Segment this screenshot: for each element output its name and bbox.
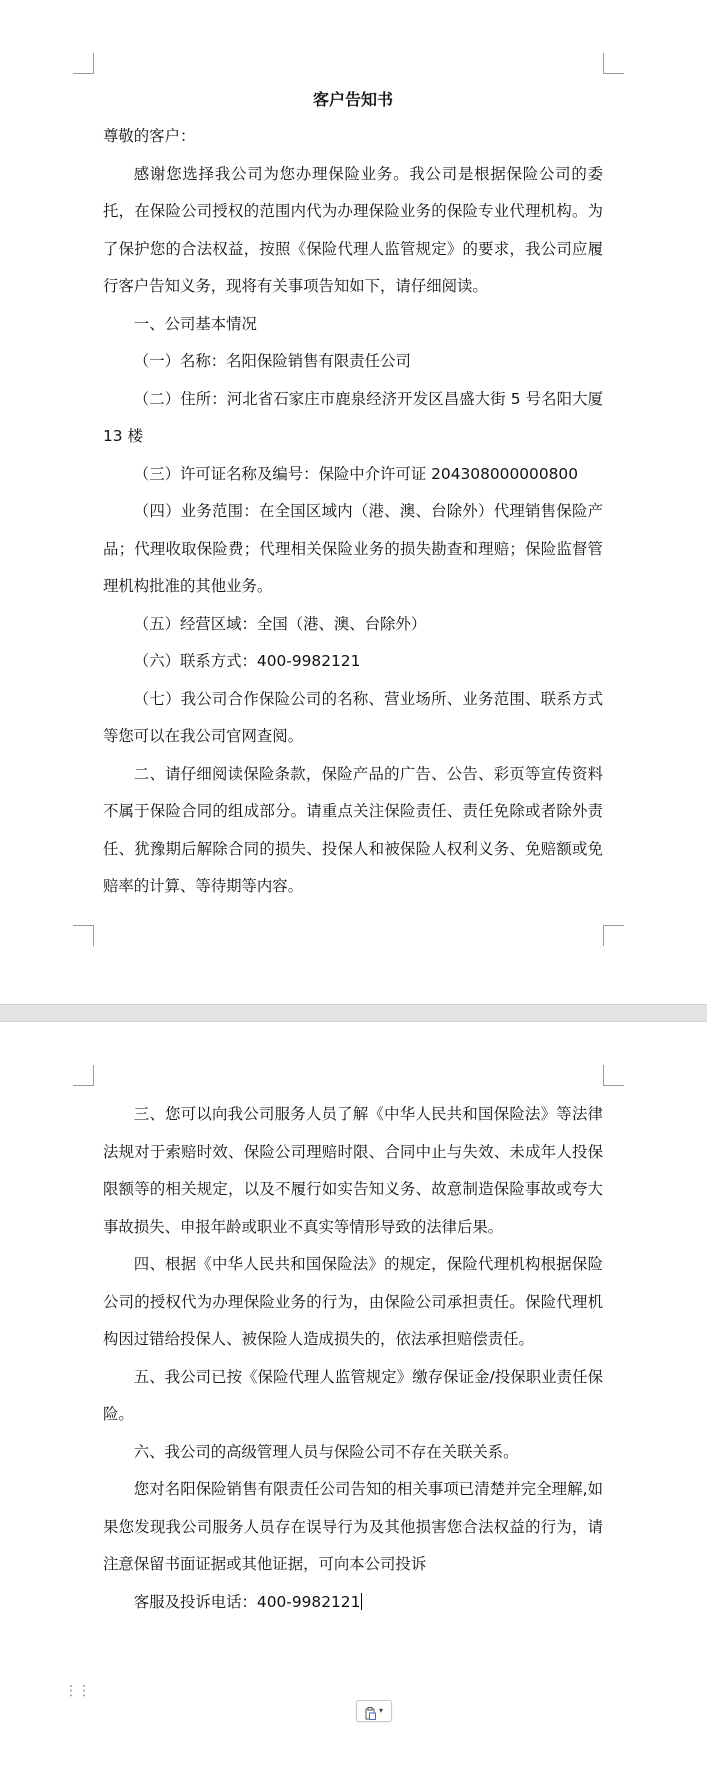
paste-options-icon — [365, 1705, 376, 1718]
paragraph-intro: 感谢您选择我公司为您办理保险业务。我公司是根据保险公司的委托，在保险公司授权的范围内代为办理保险业务的保险专业代理机构。为了保护您的合法权益，按照《保险代理人监管规定》的要求，我公司应履行客户告知义务，现将有关事项告知如下，请仔细阅读。 — [103, 164, 603, 295]
closing-paragraph: 您对名阳保险销售有限责任公司告知的相关事项已清楚并完全理解,如果您发现我公司服务人员存在误导行为及其他损害您合法权益的行为，请注意保留书面证据或其他证据，可向本公司投诉 — [103, 1480, 603, 1573]
drag-handle-icon[interactable]: ⋮⋮ — [64, 1683, 90, 1699]
page-separator — [0, 1004, 707, 1022]
page-corner-top-left — [73, 53, 94, 74]
document-title: 客户告知书 — [312, 90, 393, 109]
page-corner-top-left — [73, 1065, 94, 1086]
item-address: （二）住所：河北省石家庄市鹿泉经济开发区昌盛大街 5 号名阳大厦 13 楼 — [103, 389, 603, 445]
section-four: 四、根据《中华人民共和国保险法》的规定，保险代理机构根据保险公司的授权代为办理保险业务的行为，由保险公司承担责任。保险代理机构因过错给投保人、被保险人造成损失的，依法承担赔偿责任。 — [103, 1255, 603, 1348]
item-partners: （七）我公司合作保险公司的名称、营业场所、业务范围、联系方式等您可以在我公司官网查阅。 — [103, 689, 603, 745]
hotline-line[interactable] — [103, 1584, 603, 1622]
item-business-scope: （四）业务范围：在全国区域内（港、澳、台除外）代理销售保险产品；代理收取保险费；代理相关保险业务的损失勘查和理赔；保险监督管理机构批准的其他业务。 — [103, 502, 603, 595]
page-corner-bottom-left — [73, 925, 94, 946]
page-2-body[interactable] — [103, 1096, 603, 1621]
section-three: 三、您可以向我公司服务人员了解《中华人民共和国保险法》等法律法规对于索赔时效、保险公司理赔时限、合同中止与失效、未成年人投保限额等的相关规定，以及不履行如实告知义务、故意制造保险事故或夸大事故损失、申报年龄或职业不真实等情形导致的法律后果。 — [103, 1105, 603, 1236]
section-two: 二、请仔细阅读保险条款，保险产品的广告、公告、彩页等宣传资料不属于保险合同的组成部分。请重点关注保险责任、责任免除或者除外责任、犹豫期后解除合同的损失、投保人和被保险人权利义务、免赔额或免赔率的计算、等待期等内容。 — [103, 764, 603, 895]
page-1-body[interactable] — [103, 81, 603, 906]
page-corner-top-right — [603, 53, 624, 74]
section-five: 五、我公司已按《保险代理人监管规定》缴存保证金/投保职业责任保险。 — [103, 1367, 603, 1423]
section-six: 六、我公司的高级管理人员与保险公司不存在关联关系。 — [133, 1442, 519, 1461]
item-contact: （六）联系方式：400-9982121 — [133, 652, 361, 670]
item-license: （三）许可证名称及编号：保险中介许可证 204308000000800 — [133, 464, 578, 483]
chevron-down-icon: ▾ — [378, 1706, 383, 1715]
page-corner-top-right — [603, 1065, 624, 1086]
paste-options-button[interactable] — [356, 1700, 392, 1722]
greeting: 尊敬的客户： — [103, 127, 196, 145]
hotline-text: 客服及投诉电话：400-9982121 — [133, 1592, 361, 1611]
item-business-area: （五）经营区域：全国（港、澳、台除外） — [133, 614, 427, 633]
text-cursor — [361, 1593, 362, 1610]
section-heading-company-info: 一、公司基本情况 — [133, 314, 257, 333]
item-name: （一）名称：名阳保险销售有限责任公司 — [133, 352, 411, 370]
page-corner-bottom-right — [603, 925, 624, 946]
